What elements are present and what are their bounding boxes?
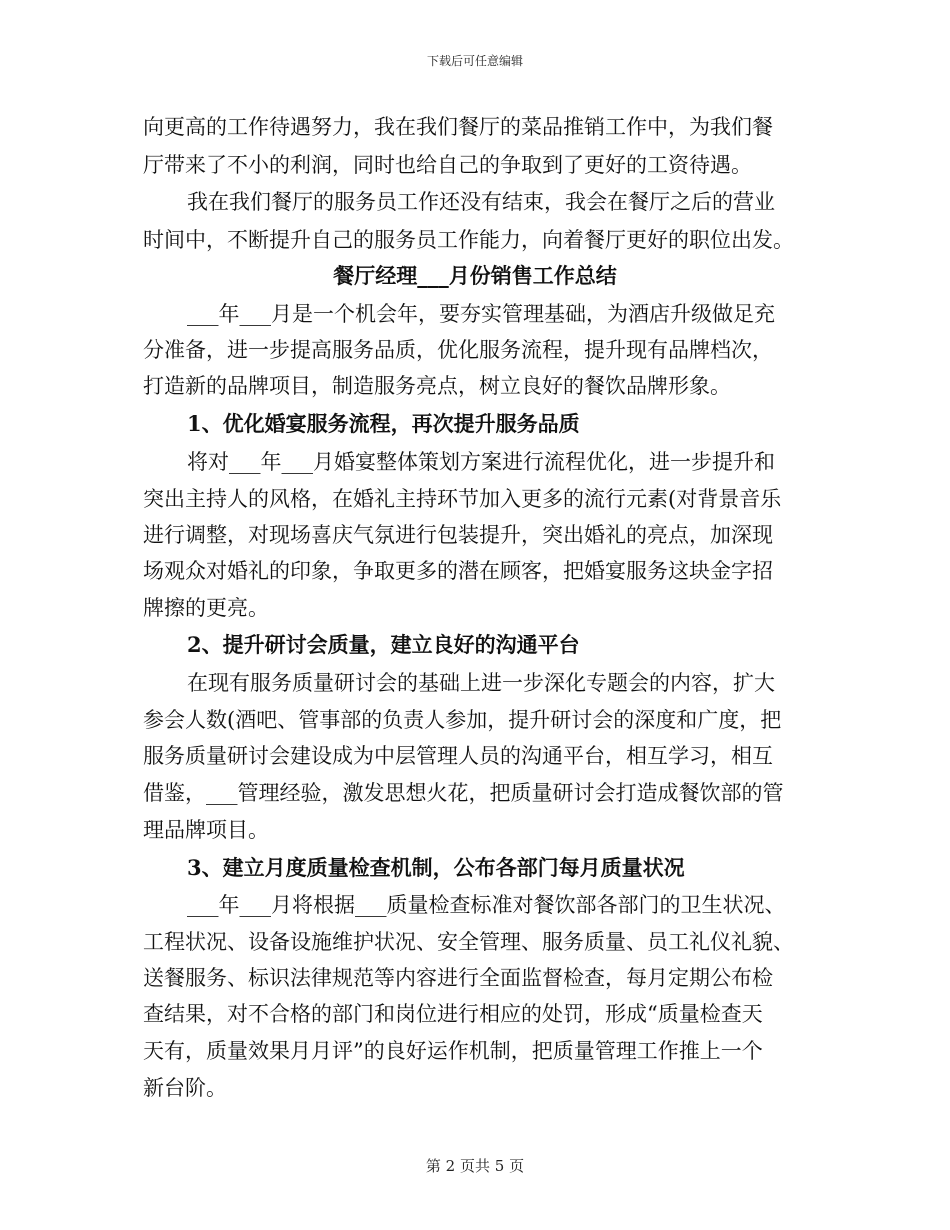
page-header: 下载后可任意编辑	[426, 54, 523, 68]
paragraph-line: 参会人数(酒吧、管事部的负责人参加，提升研讨会的深度和广度，把	[143, 708, 782, 732]
paragraph-line: 分准备，进一步提高服务品质，优化服务流程，提升现有品牌档次，	[143, 338, 773, 362]
subsection-heading: 1、优化婚宴服务流程，再次提升服务品质	[187, 411, 580, 436]
paragraph-line: 理品牌项目。	[143, 818, 269, 842]
paragraph-line: 借鉴，___管理经验，激发思想火花，把质量研讨会打造成餐饮部的管	[143, 781, 784, 805]
paragraph-line: 我在我们餐厅的服务员工作还没有结束，我会在餐厅之后的营业	[187, 190, 775, 214]
paragraph-line: ___年___月将根据___质量检查标准对餐饮部各部门的卫生状况、	[187, 893, 786, 917]
paragraph-line: 时间中，不断提升自己的服务员工作能力，向着餐厅更好的职位出发。	[143, 228, 794, 252]
paragraph-line: 厅带来了不小的利润，同时也给自己的争取到了更好的工资待遇。	[143, 153, 752, 177]
paragraph-line: 送餐服务、标识法律规范等内容进行全面监督检查，每月定期公布检	[143, 966, 773, 990]
paragraph-line: 新台阶。	[143, 1076, 227, 1100]
paragraph-line: ___年___月是一个机会年，要夯实管理基础，为酒店升级做足充	[187, 302, 775, 326]
paragraph-line: 牌擦的更亮。	[143, 596, 269, 620]
subsection-heading: 3、建立月度质量检查机制，公布各部门每月质量状况	[187, 855, 685, 880]
paragraph-line: 进行调整，对现场喜庆气氛进行包装提升，突出婚礼的亮点，加深现	[143, 523, 773, 547]
paragraph-line: 打造新的品牌项目，制造服务亮点，树立良好的餐饮品牌形象。	[143, 374, 731, 398]
page-footer: 第 2 页共 5 页	[425, 1157, 525, 1175]
paragraph-line: 场观众对婚礼的印象，争取更多的潜在顾客，把婚宴服务这块金字招	[143, 559, 773, 583]
paragraph-line: 在现有服务质量研讨会的基础上进一步深化专题会的内容，扩大	[187, 671, 775, 695]
paragraph-line: 工程状况、设备设施维护状况、安全管理、服务质量、员工礼仪礼貌、	[143, 930, 794, 954]
paragraph-line: 查结果，对不合格的部门和岗位进行相应的处罚，形成“质量检查天	[143, 1002, 763, 1026]
paragraph-line: 将对___年___月婚宴整体策划方案进行流程优化，进一步提升和	[187, 450, 775, 474]
paragraph-line: 向更高的工作待遇努力，我在我们餐厅的菜品推销工作中，为我们餐	[143, 115, 773, 139]
subsection-heading: 2、提升研讨会质量，建立良好的沟通平台	[187, 632, 580, 657]
paragraph-line: 突出主持人的风格，在婚礼主持环节加入更多的流行元素(对背景音乐	[143, 487, 782, 511]
paragraph-line: 服务质量研讨会建设成为中层管理人员的沟通平台，相互学习，相互	[143, 744, 773, 768]
section-title: 餐厅经理___月份销售工作总结	[333, 263, 617, 288]
paragraph-line: 天有，质量效果月月评”的良好运作机制，把质量管理工作推上一个	[143, 1039, 763, 1063]
